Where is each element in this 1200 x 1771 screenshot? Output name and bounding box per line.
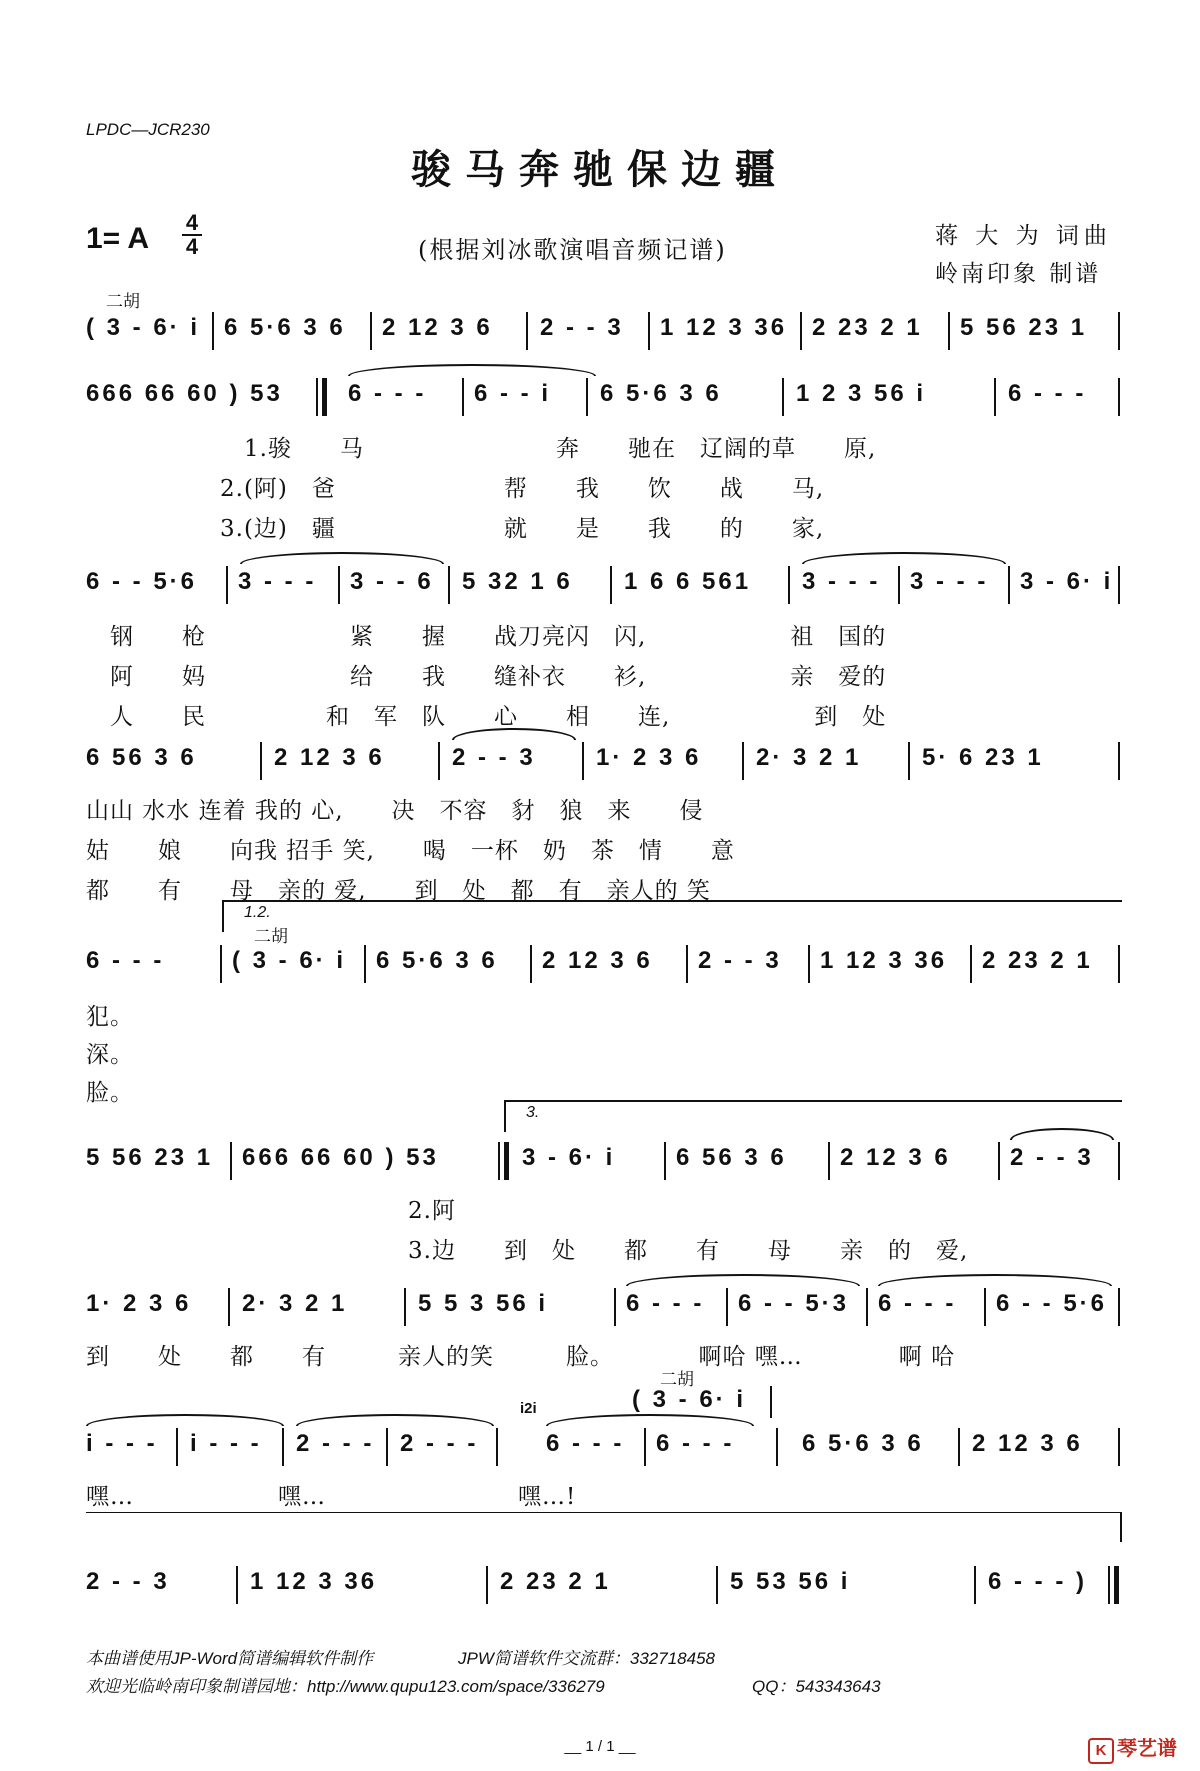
score-row-4 — [86, 742, 1120, 776]
lyric-verse-3: 3.(边) 疆 就 是 我 的 家, — [220, 516, 825, 542]
lyric-verse-1: 犯。 — [86, 1004, 134, 1030]
measure: 6 - - - — [348, 380, 427, 407]
score-row-2 — [86, 378, 1120, 412]
measure: 6 5·6 3 6 — [600, 380, 722, 407]
measure: 2 12 3 6 — [542, 947, 653, 974]
measure: 6 56 3 6 — [86, 744, 197, 771]
score-row-8 — [86, 1428, 1120, 1462]
score-row-7 — [86, 1288, 1120, 1322]
score-row-9 — [86, 1566, 1120, 1600]
grace-notes: i2i — [520, 1400, 537, 1417]
measure: 3 - 6· i — [1020, 568, 1114, 595]
measure: 2 12 3 6 — [382, 314, 493, 341]
measure: 666 66 60 ) 53 — [86, 380, 283, 407]
measure: 6 - - 5·6 — [996, 1290, 1108, 1317]
measure: 2 - - - — [400, 1430, 479, 1457]
measure: 2 23 2 1 — [982, 947, 1093, 974]
measure: 2 12 3 6 — [972, 1430, 1083, 1457]
lyric-verse-2: 姑 娘 向我 招手 笑, 喝 一杯 奶 茶 情 意 — [86, 838, 735, 864]
measure: 2 12 3 6 — [840, 1144, 951, 1171]
footer-qq: QQ：543343643 — [752, 1677, 881, 1696]
measure: 2· 3 2 1 — [756, 744, 862, 771]
instrument-label: 二胡 — [660, 1370, 694, 1389]
footer-group: JPW简谱软件交流群：332718458 — [458, 1649, 715, 1668]
measure: 6 - - i — [474, 380, 552, 407]
measure: 5 53 56 i — [730, 1568, 851, 1595]
measure: 3 - - - — [238, 568, 317, 595]
measure: 5 32 1 6 — [462, 568, 573, 595]
measure: 2 - - 3 — [1010, 1144, 1094, 1171]
measure: 2 23 2 1 — [500, 1568, 611, 1595]
lyric-verse-2: 2.阿 — [408, 1198, 456, 1224]
time-signature-top: 4 — [182, 212, 202, 236]
watermark-logo — [1088, 1732, 1177, 1764]
measure: 2 - - 3 — [698, 947, 782, 974]
measure: 6 - - - ) — [988, 1568, 1087, 1595]
logo-text: 琴艺谱 — [1117, 1738, 1177, 1760]
measure: 5· 6 23 1 — [922, 744, 1044, 771]
measure: 5 56 23 1 — [960, 314, 1088, 341]
time-signature — [182, 212, 202, 258]
measure: 3 - - - — [910, 568, 989, 595]
lyric-verse-2: 阿 妈 给 我 缝补衣 衫, 亲 爱的 — [110, 664, 887, 690]
lyric-verse-3: 人 民 和 军 队 心 相 连, 到 处 — [110, 704, 887, 730]
measure: 2 23 2 1 — [812, 314, 923, 341]
score-row-5 — [86, 945, 1120, 979]
measure: 3 - - 6 — [350, 568, 434, 595]
measure: 6 - - - — [626, 1290, 705, 1317]
measure: 6 56 3 6 — [676, 1144, 787, 1171]
instrument-label: 二胡 — [106, 292, 140, 311]
score-code: LPDC—JCR230 — [86, 120, 210, 139]
key-signature: 1= A — [86, 222, 150, 255]
measure: 1 12 3 36 — [250, 1568, 378, 1595]
volta-label: 3. — [526, 1104, 540, 1121]
measure: 3 - 6· i — [522, 1144, 616, 1171]
logo-icon: K — [1088, 1738, 1114, 1764]
footer-software: 本曲谱使用JP-Word简谱编辑软件制作 — [86, 1649, 374, 1668]
measure: 2 12 3 6 — [274, 744, 385, 771]
lyric-verse-2: 深。 — [86, 1042, 134, 1068]
score-row-3 — [86, 566, 1120, 600]
measure: 6 5·6 3 6 — [376, 947, 498, 974]
measure: 1 12 3 36 — [820, 947, 948, 974]
measure: ( 3 - 6· i — [232, 947, 347, 974]
composer-credit: 蒋 大 为 词曲 — [935, 223, 1112, 249]
measure: 1 12 3 36 — [660, 314, 788, 341]
measure: ( 3 - 6· i — [86, 314, 201, 341]
volta-bracket — [504, 1100, 1122, 1132]
measure: 1· 2 3 6 — [596, 744, 702, 771]
measure: i - - - — [190, 1430, 262, 1457]
lyric-verse-3: 脸。 — [86, 1080, 134, 1106]
measure: 6 - - - — [546, 1430, 625, 1457]
measure: 1 6 6 561 — [624, 568, 752, 595]
page-number: __ 1 / 1 __ — [564, 1738, 636, 1755]
engraver-credit: 岭南印象 制谱 — [935, 261, 1102, 287]
measure: 6 - - - — [86, 947, 165, 974]
measure: 2 - - - — [296, 1430, 375, 1457]
measure: 2 - - 3 — [452, 744, 536, 771]
lyric-verse-3: 3.边 到 处 都 有 母 亲 的 爱, — [408, 1238, 969, 1264]
measure: 666 66 60 ) 53 — [242, 1144, 439, 1171]
footer-website: 欢迎光临岭南印象制谱园地：http://www.qupu123.com/space/336279 — [86, 1677, 605, 1696]
measure: 3 - - - — [802, 568, 881, 595]
volta-label: 1.2. — [244, 904, 271, 921]
lyric-verse-3: 都 有 母 亲的 爱, 到 处 都 有 亲人的 笑 — [86, 878, 711, 904]
lyric-verse-1: 钢 枪 紧 握 战刀亮闪 闪, 祖 国的 — [110, 624, 887, 650]
subtitle: (根据刘冰歌演唱音频记谱) — [418, 236, 727, 264]
lyric-verse-1: 山山 水水 连着 我的 心, 决 不容 豺 狼 来 侵 — [86, 798, 704, 824]
measure: 1· 2 3 6 — [86, 1290, 192, 1317]
time-signature-bottom: 4 — [185, 234, 199, 259]
measure: 6 - - - — [1008, 380, 1087, 407]
score-row-1 — [86, 312, 1120, 346]
lyric-verse-2: 2.(阿) 爸 帮 我 饮 战 马, — [220, 476, 825, 502]
lyric-verse-1: 1.骏 马 奔 驰在 辽阔的草 原, — [244, 436, 877, 462]
instrument-label: 二胡 — [254, 927, 288, 946]
measure: 6 - - - — [656, 1430, 735, 1457]
upper-part-measure: ( 3 - 6· i — [632, 1386, 747, 1413]
measure: 6 - - - — [878, 1290, 957, 1317]
measure: 5 5 3 56 i — [418, 1290, 549, 1317]
song-title: 骏马奔驰保边疆 — [411, 146, 789, 193]
measure: 2· 3 2 1 — [242, 1290, 348, 1317]
measure: 1 2 3 56 i — [796, 380, 927, 407]
measure: i - - - — [86, 1430, 158, 1457]
measure: 2 - - 3 — [86, 1568, 170, 1595]
measure: 6 - - 5·3 — [738, 1290, 850, 1317]
score-row-6 — [86, 1142, 1120, 1176]
lyric-verse-1: 到 处 都 有 亲人的笑 脸。 啊哈 嘿… 啊 哈 — [86, 1344, 956, 1370]
measure: 6 5·6 3 6 — [802, 1430, 924, 1457]
lyric-verse-1: 嘿… 嘿… 嘿…! — [86, 1484, 577, 1510]
measure: 5 56 23 1 — [86, 1144, 214, 1171]
measure: 6 - - 5·6 — [86, 568, 198, 595]
measure: 6 5·6 3 6 — [224, 314, 346, 341]
volta-bracket — [222, 900, 1122, 932]
measure: 2 - - 3 — [540, 314, 624, 341]
